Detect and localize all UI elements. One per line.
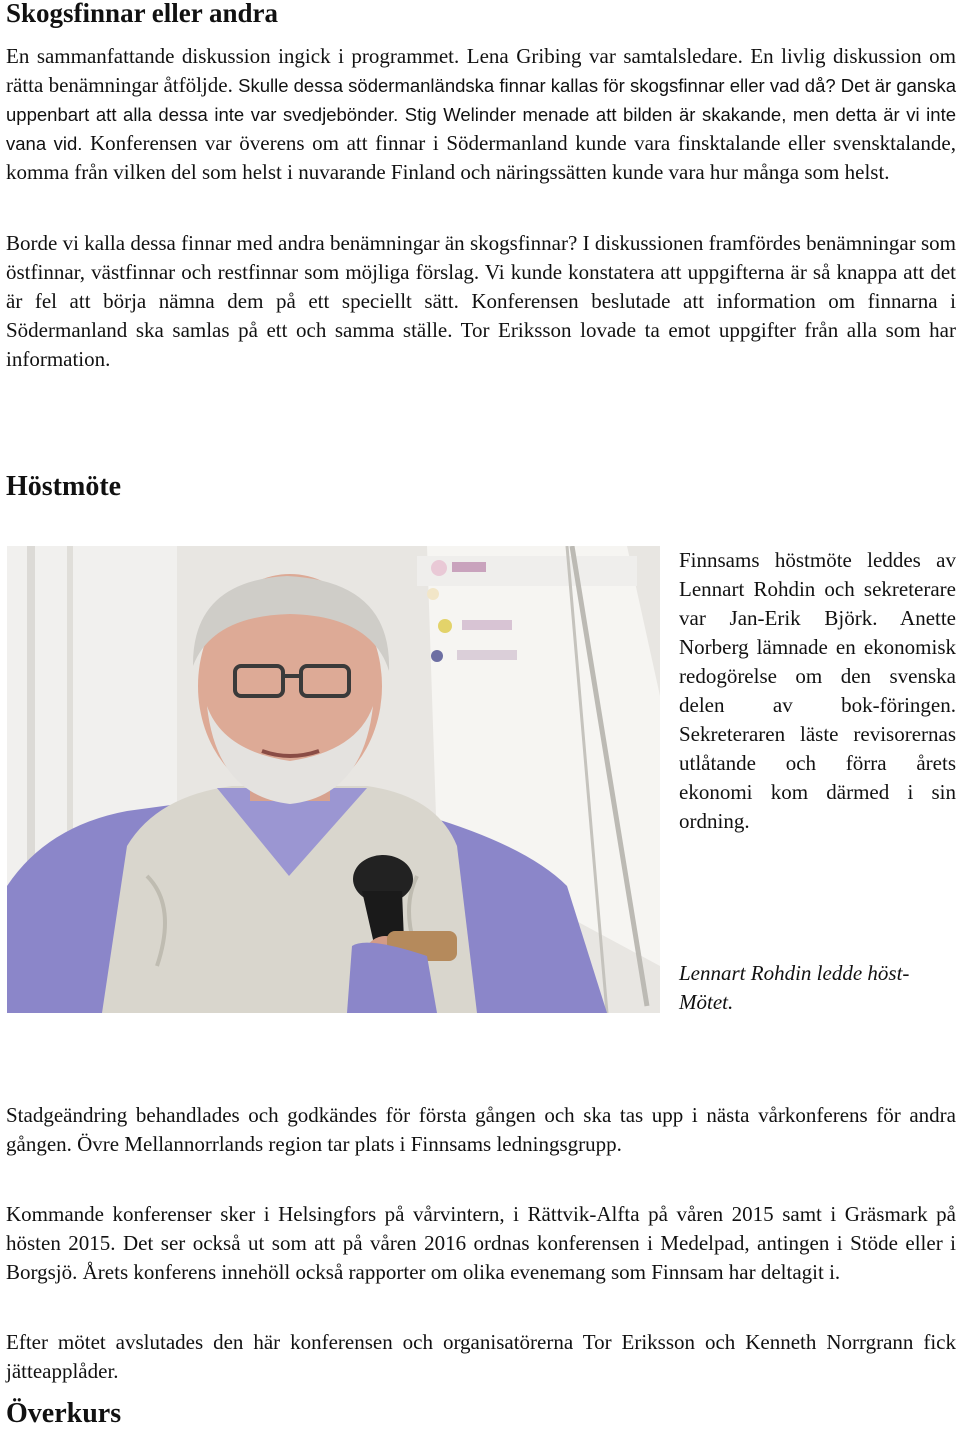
section-heading-skogsfinnar: Skogsfinnar eller andra (6, 0, 279, 28)
section-heading-overkurs: Överkurs (6, 1398, 122, 1429)
paragraph-statutes: Stadgeändring behandlades och godkändes för första gången och ska tas upp i nästa vårkonferens för andra gången. Övre Mellannorrlands region tar plats i Finnsams ledningsgrupp. (6, 1103, 956, 1156)
paragraph-discussion-intro: En sammanfattande diskussion ingick i programmet. Lena Gribing var samtalsledare. En livlig diskussion om rätta benämningar åtföljde. (6, 44, 956, 97)
paragraph-discussion (6, 42, 956, 187)
paragraph-discussion-quote: Skulle dessa södermanländska finnar kallas för skogsfinnar eller vad då? Det är ganska uppenbart att alla dessa inte var svedjebönder. Stig Welinder menade att bilden är skakande, men detta är vi inte vana vid. (6, 75, 957, 154)
paragraph-autumn-meeting: Finnsams höstmöte leddes av Lennart Rohdin och sekreterare var Jan-Erik Björk. Anette Norberg lämnade en ekonomisk redogörelse om den svenska delen av bok-föringen. Sekreteraren läste revisorernas utlåtande och förra årets ekonomi kom därmed i sin ordning. (679, 548, 956, 833)
paragraph-closing: Efter mötet avslutades den här konferensen och organisatörerna Tor Eriksson och Kenneth Norrgrann fick jätteapplåder. (6, 1330, 956, 1383)
paragraph-upcoming-conferences: Kommande konferenser sker i Helsingfors på vårvintern, i Rättvik-Alfta på våren 2015 samt i Gräsmark på hösten 2015. Det ser också ut som att på våren 2016 ordnas konferensen i Medelpad, antingen i Stöde eller i Borgsjö. Årets konferens innehöll också rapporter om olika evenemang som Finnsam har deltagit i. (6, 1202, 956, 1284)
paragraph-discussion-conclusion: Konferensen var överens om att finnar i Södermanland kunde vara finsktalande eller svensktalande, komma från vilken del som helst i nuvarande Finland och näringssätten kunde vara hur många som helst. (6, 131, 957, 184)
section-heading-hostmote: Höstmöte (6, 471, 122, 502)
photo-caption: Lennart Rohdin ledde höst-Mötet. (679, 961, 910, 1014)
paragraph-naming: Borde vi kalla dessa finnar med andra benämningar än skogsfinnar? I diskussionen framfördes benämningar som östfinnar, västfinnar och restfinnar som möjliga förslag. Vi kunde konstatera att uppgifterna är så knappa att det är fel att börja nämna dem på ett speciellt sätt. Konferensen beslutade att information om finnarna i Södermanland ska samlas på ett och samma ställe. Tor Eriksson lovade ta emot uppgifter från alla som har information. (6, 231, 956, 371)
photo-speaker-with-microphone (7, 546, 660, 1013)
